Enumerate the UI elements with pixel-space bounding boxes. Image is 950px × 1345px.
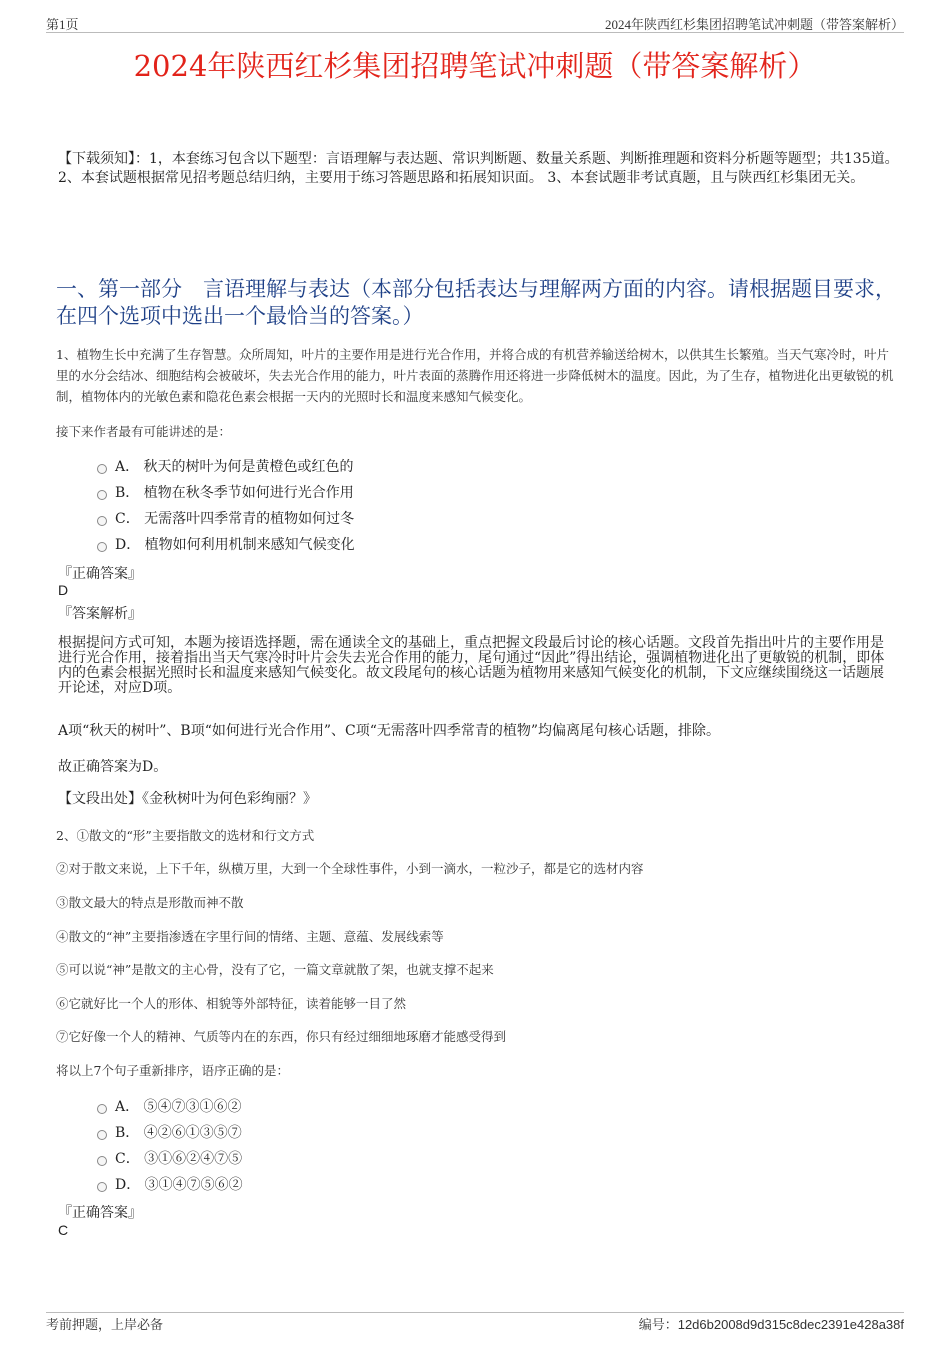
question-2-line: ⑤可以说“神”是散文的主心骨，没有了它，一篇文章就散了架，也就支撑不起来	[56, 962, 494, 977]
footer-code-value: 12d6b2008d9d315c8dec2391e428a38f	[677, 1317, 904, 1332]
question-2-line: 2、①散文的“形”主要指散文的选材和行文方式	[56, 828, 315, 843]
option-c[interactable]	[0, 1148, 950, 1168]
radio-icon[interactable]	[97, 464, 107, 474]
answer-label: 『正确答案』	[58, 1205, 142, 1221]
question-2-line: ⑥它就好比一个人的形体、相貌等外部特征，读着能够一目了然	[56, 996, 407, 1011]
analysis-paragraph-1: 根据提问方式可知，本题为接语选择题，需在通读全文的基础上，重点把握文段最后讨论的核心话题。文段首先指出叶片的主要作用是进行光合作用，接着指出当天气寒冷时叶片会失去光合作用的能力，尾句通过“因此”得出结论，强调植物进化出了更敏锐的机制，即体内的色素会根据光照时长和温度来感知气候变化。故文段尾句的核心话题为植物用来感知气候变化的机制，下文应继续围绕这一话题展开论述，对应D项。	[58, 635, 885, 696]
footer-code-label: 编号：	[638, 1317, 678, 1332]
source-citation: 【文段出处】《金秋树叶为何色彩绚丽？》	[58, 791, 317, 807]
question-2-line: ②对于散文来说，上下千年，纵横万里，大到一个全球性事件，小到一滴水，一粒沙子，都是它的选材内容	[56, 861, 644, 876]
option-label: D． ③①④⑦⑤⑥②	[115, 1177, 243, 1193]
question-1-text: 1、植物生长中充满了生存智慧。众所周知，叶片的主要作用是进行光合作用，并将合成的有机营养输送给树木，以供其生长繁殖。当天气寒冷时，叶片里的水分会结冰、细胞结构会被破坏，失去光合作用的能力，叶片表面的蒸腾作用还将进一步降低树木的温度。因此，为了生存，植物进化出更敏锐的机制，植物体内的光敏色素和隐花色素会根据一天内的光照时长和温度来感知气候变化。	[56, 347, 894, 404]
option-label: C． 无需落叶四季常青的植物如何过冬	[115, 511, 355, 527]
option-b[interactable]	[0, 1122, 950, 1142]
page-number: 第1页	[46, 17, 79, 32]
question-1-prompt: 接下来作者最有可能讲述的是：	[56, 424, 232, 439]
answer-label: 『正确答案』	[58, 566, 142, 582]
header-doc-title: 2024年陕西红杉集团招聘笔试冲刺题（带答案解析）	[604, 17, 904, 32]
option-c[interactable]	[0, 508, 950, 528]
answer-value: D	[58, 582, 69, 598]
analysis-paragraph-3: 故正确答案为D。	[58, 759, 168, 775]
question-2-prompt: 将以上7个句子重新排序，语序正确的是：	[56, 1063, 289, 1078]
footer-slogan: 考前押题，上岸必备	[46, 1317, 164, 1332]
option-label: B． ④②⑥①③⑤⑦	[115, 1125, 242, 1141]
question-2-line: ④散文的“神”主要指渗透在字里行间的情绪、主题、意蕴、发展线索等	[56, 929, 444, 944]
section-heading: 一、第一部分 言语理解与表达（本部分包括表达与理解两方面的内容。请根据题目要求，在四个选项中选出一个最恰当的答案。）	[56, 277, 896, 328]
question-2-line: ⑦它好像一个人的精神、气质等内在的东西，你只有经过细细地琢磨才能感受得到	[56, 1029, 507, 1044]
radio-icon[interactable]	[97, 516, 107, 526]
option-label: A． 秋天的树叶为何是黄橙色或红色的	[115, 459, 354, 475]
footer-divider	[46, 1312, 904, 1313]
option-a[interactable]	[0, 456, 950, 476]
question-2-line: ③散文最大的特点是形散而神不散	[56, 895, 244, 910]
download-notice: 【下载须知】：1，本套练习包含以下题型：言语理解与表达题、常识判断题、数量关系题、判断推理题和资料分析题等题型；共135道。 2、本套试题根据常见招考题总结归纳，主要用于练习答题思路和拓展知识面。 3、本套试题非考试真题，且与陕西红杉集团无关。	[58, 151, 899, 186]
question-1-options	[0, 456, 950, 556]
question-2-options	[0, 1096, 950, 1196]
option-a[interactable]	[0, 1096, 950, 1116]
option-label: A． ⑤④⑦③①⑥②	[115, 1099, 242, 1115]
analysis-paragraph-2: A项“秋天的树叶”、B项“如何进行光合作用”、C项“无需落叶四季常青的植物”均偏离尾句核心话题，排除。	[58, 723, 721, 739]
radio-icon[interactable]	[97, 1104, 107, 1114]
option-label: C． ③①⑥②④⑦⑤	[115, 1151, 243, 1167]
radio-icon[interactable]	[97, 1156, 107, 1166]
answer-value: C	[58, 1222, 69, 1238]
header-divider	[46, 32, 904, 33]
option-b[interactable]	[0, 482, 950, 502]
option-label: B． 植物在秋冬季节如何进行光合作用	[115, 485, 354, 501]
radio-icon[interactable]	[97, 1182, 107, 1192]
radio-icon[interactable]	[97, 542, 107, 552]
radio-icon[interactable]	[97, 1130, 107, 1140]
page-title: 2024年陕西红杉集团招聘笔试冲刺题（带答案解析）	[133, 49, 817, 83]
option-label: D． 植物如何利用机制来感知气候变化	[115, 537, 355, 553]
analysis-label: 『答案解析』	[58, 606, 142, 622]
radio-icon[interactable]	[97, 490, 107, 500]
footer-code	[639, 1314, 904, 1333]
option-d[interactable]	[0, 1174, 950, 1194]
option-d[interactable]	[0, 534, 950, 554]
